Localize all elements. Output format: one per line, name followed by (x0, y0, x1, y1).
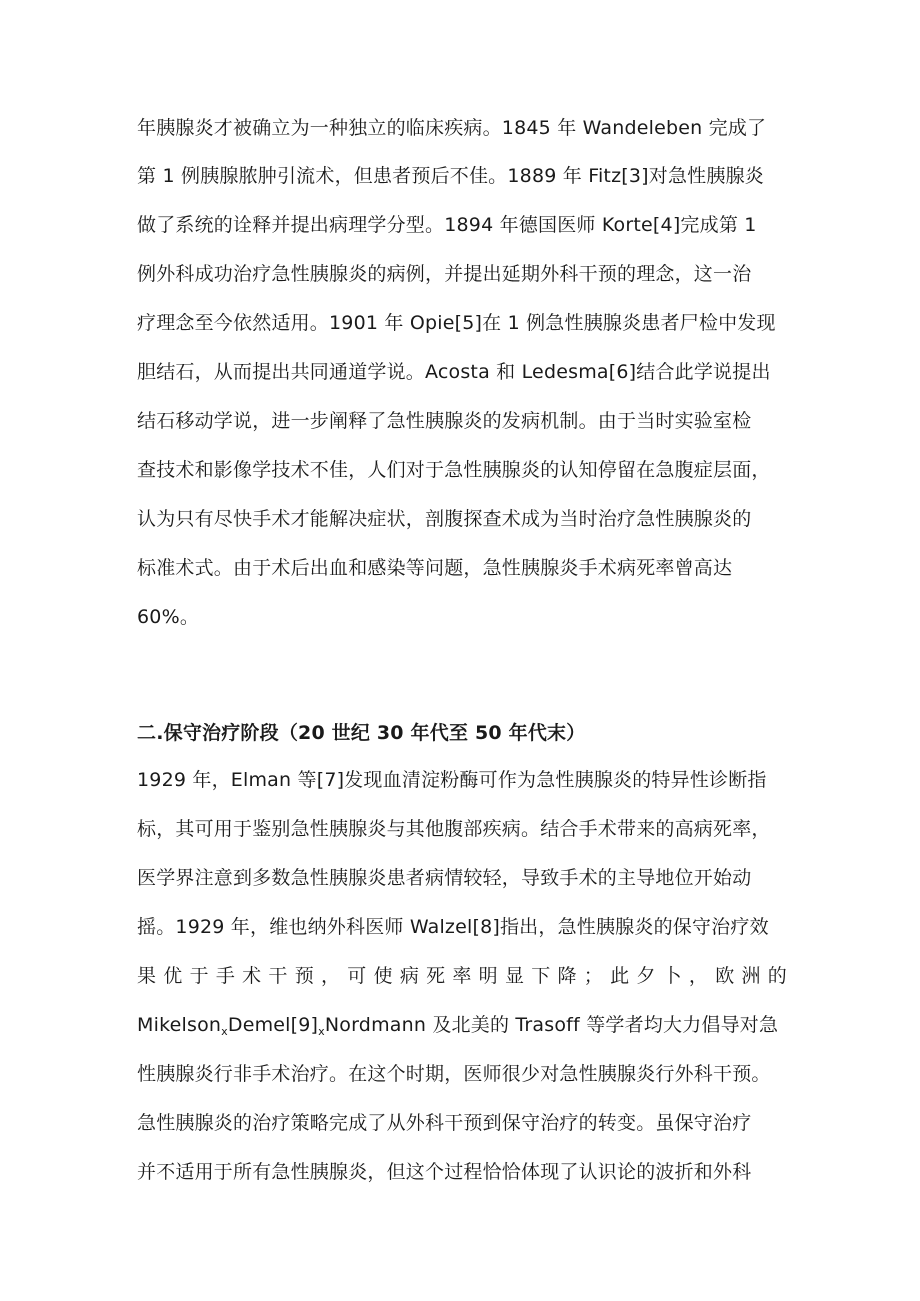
spaced-char: ， (320, 965, 341, 987)
spaced-char: 的 (767, 965, 787, 987)
spaced-char: 果 (137, 965, 157, 987)
spaced-char: 使 (373, 965, 393, 987)
text-line: 认为只有尽快手术才能解决症状，剖腹探查术成为当时治疗急性胰腺炎的 (137, 508, 752, 530)
spaced-text-line (137, 961, 787, 991)
spaced-char: 显 (504, 965, 525, 987)
text-line: 医学界注意到多数急性胰腺炎患者病情较轻，导致手术的主导地位开始动 (137, 867, 752, 889)
text-line: 结石移动学说，进一步阐释了急性胰腺炎的发病机制。由于当时实验室检 (137, 410, 752, 432)
spaced-char: 预 (294, 965, 314, 987)
text-line: 标，其可用于鉴别急性胰腺炎与其他腹部疾病。结合手术带来的高病死率， (137, 818, 771, 840)
text-line: 查技术和影像学技术不佳，人们对于急性胰腺炎的认知停留在急腹症层面， (137, 459, 771, 481)
text-line-with-subscripts (137, 1010, 787, 1040)
spaced-char: ， (688, 965, 709, 987)
spaced-char: 优 (163, 965, 183, 987)
subscript-mark: x (318, 1025, 325, 1038)
spaced-char: 可 (347, 965, 367, 987)
subscript-mark: x (221, 1025, 228, 1038)
spaced-char: 卜 (662, 965, 682, 987)
text-line: 性胰腺炎行非手术治疗。在这个时期，医师很少对急性胰腺炎行外科干预。 (137, 1063, 771, 1085)
spaced-char: 下 (531, 965, 551, 987)
text-line: 1929 年，Elman 等[7]发现血清淀粉酶可作为急性胰腺炎的特异性诊断指 (137, 769, 767, 791)
text-line: 标准术式。由于术后出血和感染等问题，急性胰腺炎手术病死率曾高达 (137, 557, 733, 579)
spaced-char: 手 (215, 965, 236, 987)
spaced-char: 此 (610, 965, 630, 987)
section-heading: 二.保守治疗阶段（20 世纪 30 年代至 50 年代末） (137, 722, 586, 744)
spaced-char: 死 (426, 965, 446, 987)
text-line: 摇。1929 年，维也纳外科医师 Walzel[8]指出，急性胰腺炎的保守治疗效 (137, 916, 769, 938)
spaced-char: 病 (399, 965, 420, 987)
spaced-char: 夕 (636, 965, 656, 987)
spaced-char: ； (583, 965, 603, 987)
text-line: 例外科成功治疗急性胰腺炎的病例，并提出延期外科干预的理念，这一治 (137, 263, 752, 285)
spaced-char: 干 (268, 965, 288, 987)
author-demel: Demel[9] (227, 1014, 319, 1036)
text-line: 做了系统的诠释并提出病理学分型。1894 年德国医师 Korte[4]完成第 1 (137, 214, 757, 236)
text-line: 胆结石，从而提出共同通道学说。Acosta 和 Ledesma[6]结合此学说提出 (137, 361, 771, 383)
text-line: 急性胰腺炎的治疗策略完成了从外科干预到保守治疗的转变。虽保守治疗 (137, 1112, 752, 1134)
text-line: 年胰腺炎才被确立为一种独立的临床疾病。1845 年 Wandeleben 完成了 (137, 117, 767, 139)
text-line: 疗理念至今依然适用。1901 年 Opie[5]在 1 例急性胰腺炎患者尸检中发现 (137, 312, 776, 334)
text-line: 60%。 (137, 606, 200, 628)
spaced-char: 于 (189, 965, 209, 987)
spaced-char: 欧 (715, 965, 735, 987)
author-nordmann-text: Nordmann 及北美的 Trasoff 等学者均大力倡导对急 (324, 1014, 779, 1036)
spaced-char: 洲 (741, 965, 761, 987)
spaced-char: 降 (557, 965, 577, 987)
spaced-char: 率 (452, 965, 472, 987)
spaced-char: 术 (242, 965, 262, 987)
text-line: 第 1 例胰腺脓肿引流术，但患者预后不佳。1889 年 Fitz[3]对急性胰腺炎 (137, 165, 764, 187)
spaced-char: 明 (478, 965, 498, 987)
text-line: 并不适用于所有急性胰腺炎，但这个过程恰恰体现了认识论的波折和外科 (137, 1161, 752, 1183)
author-mikelson: Mikelson (137, 1014, 222, 1036)
